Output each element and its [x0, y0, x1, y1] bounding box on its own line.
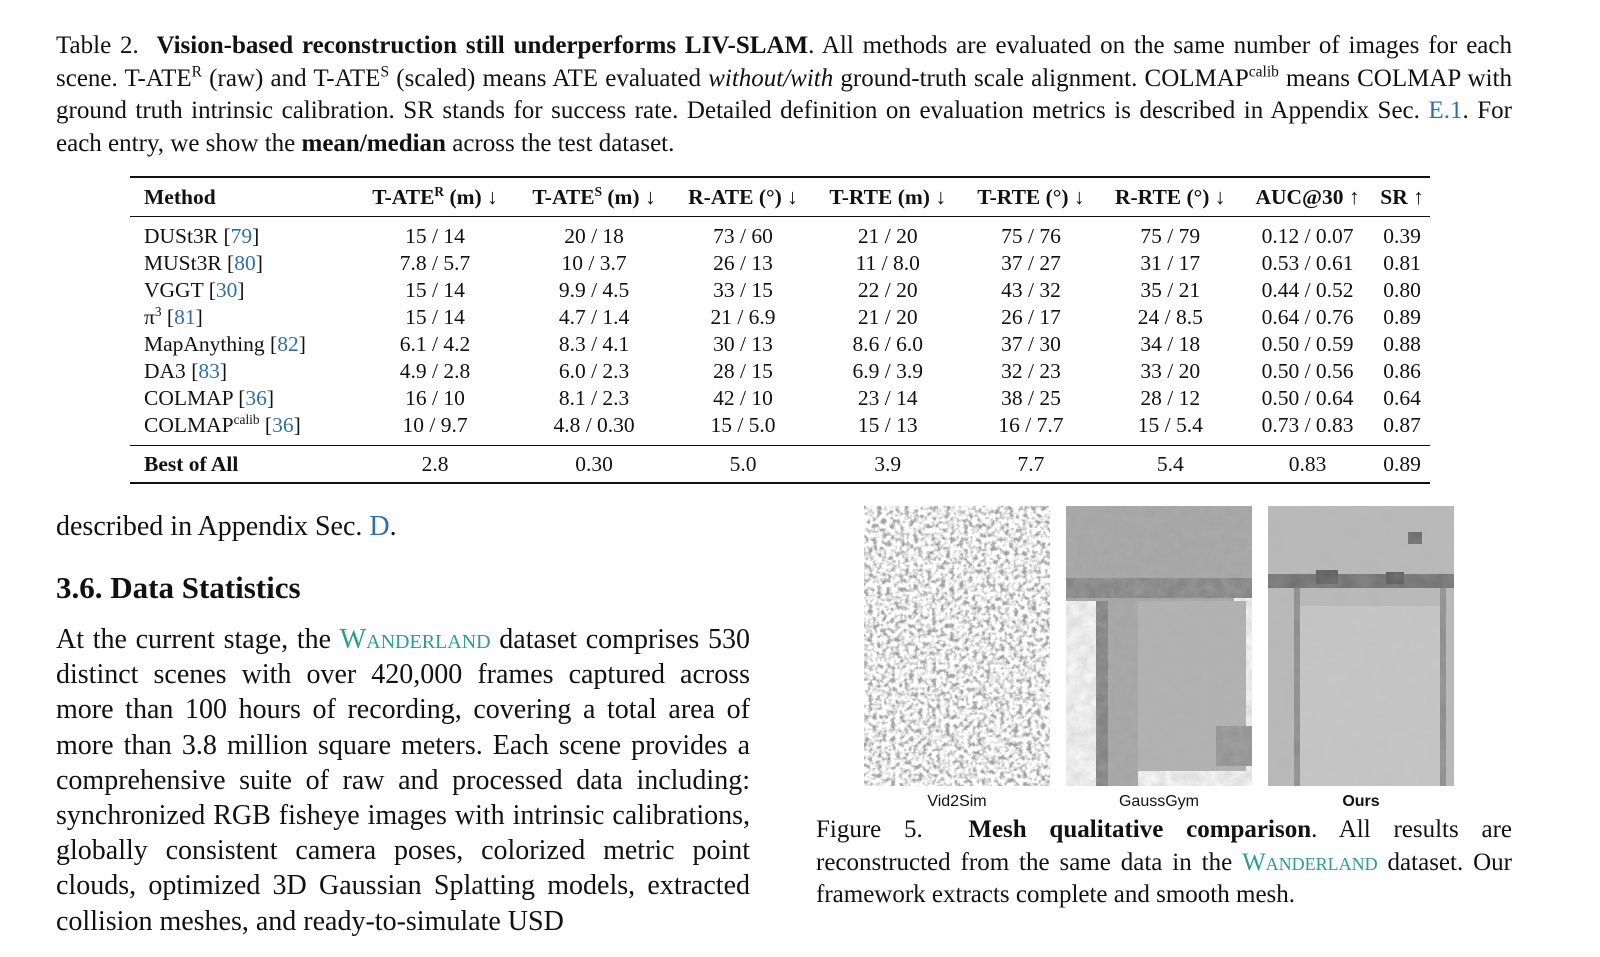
panel-label-vid2sim: Vid2Sim: [927, 793, 987, 810]
caption-label: Table 2.: [56, 32, 139, 59]
value-cell: 10 / 3.7: [561, 251, 627, 275]
section-body: At the current stage, the Wanderland dataset comprises 530 distinct scenes with over 420,000 frames captured across more than 100 hours of recording, covering a total area of more than 3.8 million square meters. Each scene provides a comprehensive suite of raw and processed data including: synchronized RGB fisheye images with intrinsic calibrations, globally consistent camera poses, colorized metric point clouds, optimized 3D Gaussian Splatting models, extracted collision meshes, and ready-to-simulate USD: [56, 624, 750, 937]
value-cell: 24 / 8.5: [1137, 305, 1203, 329]
column-header: T-RTE (m) ↓: [813, 177, 962, 217]
value-cell: 0.53 / 0.61: [1261, 251, 1354, 275]
value-cell: 21 / 20: [857, 305, 918, 329]
value-cell: 15 / 5.4: [1137, 413, 1203, 437]
value-cell: 7.8 / 5.7: [399, 251, 471, 275]
value-cell: 38 / 25: [1001, 386, 1061, 410]
value-cell: 16 / 10: [405, 386, 465, 410]
value-cell: 42 / 10: [713, 386, 773, 410]
method-cell: $\pi^3$ [81]: [144, 303, 203, 329]
wanderland-name[interactable]: Wanderland: [339, 624, 491, 655]
column-header: SR ↑: [1374, 177, 1430, 217]
value-cell: 0.50 / 0.59: [1261, 332, 1354, 356]
value-cell: 0.89: [1383, 305, 1421, 329]
value-cell: 0.39: [1383, 224, 1421, 248]
appendix-link[interactable]: E.1: [1428, 97, 1463, 124]
value-cell: 4.9 / 2.8: [399, 359, 471, 383]
method-cell: Best of All: [130, 446, 355, 484]
value-cell: 28 / 15: [713, 359, 773, 383]
method-cell: VGGT [30]: [144, 278, 245, 302]
results-table-wrapper: [130, 176, 1430, 484]
citation-link[interactable]: 80: [234, 251, 256, 275]
value-cell: 43 / 32: [1001, 278, 1061, 302]
value-cell: 21 / 6.9: [710, 305, 776, 329]
value-cell: 6.1 / 4.2: [399, 332, 471, 356]
value-cell: 15 / 14: [405, 305, 465, 329]
citation-link[interactable]: 36: [272, 413, 294, 437]
value-cell: 21 / 20: [857, 224, 918, 248]
value-cell: 15 / 14: [405, 278, 465, 302]
table-row: [130, 304, 1430, 331]
method-cell: DA3 [83]: [144, 359, 228, 383]
ours-mesh-image: [1268, 506, 1454, 786]
value-cell: 4.7 / 1.4: [558, 305, 630, 329]
value-cell: 15 / 13: [857, 413, 918, 437]
table-row: [130, 331, 1430, 358]
value-cell: 30 / 13: [713, 332, 773, 356]
value-cell: 5.4: [1100, 446, 1241, 484]
method-cell: MUSt3R [80]: [144, 251, 263, 275]
citation-link[interactable]: 83: [198, 359, 220, 383]
value-cell: 26 / 17: [1001, 305, 1061, 329]
column-header: $T-ATE^R$ (m) ↓: [355, 177, 515, 217]
value-cell: 73 / 60: [713, 224, 773, 248]
table-row: [130, 358, 1430, 385]
table-row: [130, 412, 1430, 446]
value-cell: 75 / 76: [1001, 224, 1061, 248]
value-cell: 33 / 20: [1140, 359, 1201, 383]
ours-mesh-svg: [1268, 506, 1454, 786]
section-title: 3.6. Data Statistics: [56, 570, 301, 605]
citation-link[interactable]: 82: [277, 332, 299, 356]
value-cell: 35 / 21: [1140, 278, 1201, 302]
value-cell: 6.0 / 2.3: [558, 359, 630, 383]
method-cell: MapAnything [82]: [144, 332, 306, 356]
column-header: $T-ATE^S$ (m) ↓: [515, 177, 673, 217]
value-cell: 75 / 79: [1140, 224, 1201, 248]
left-column: [56, 508, 750, 939]
value-cell: 33 / 15: [713, 278, 773, 302]
value-cell: 5.0: [673, 446, 813, 484]
method-cell: COLMAP [36]: [144, 386, 275, 410]
vid2sim-mesh-image: [864, 506, 1050, 786]
value-cell: 15 / 5.0: [710, 413, 776, 437]
lead-text: described in Appendix Sec. D.: [56, 511, 397, 542]
method-cell: DUSt3R [79]: [144, 224, 260, 248]
value-cell: 37 / 30: [1001, 332, 1061, 356]
table-header-row: [130, 177, 1430, 217]
value-cell: 34 / 18: [1140, 332, 1201, 356]
value-cell: 8.6 / 6.0: [852, 332, 923, 356]
value-cell: 3.9: [813, 446, 962, 484]
value-cell: 10 / 9.7: [402, 413, 468, 437]
value-cell: 6.9 / 3.9: [852, 359, 923, 383]
table-caption: Table 2. Vision-based reconstruction still underperforms LIV-SLAM. All methods are evaluated on the same number of images for each scene. $T-ATE^R$ (raw) and $T-ATE^S$ (scaled) means ATE evaluated without/with ground-truth scale alignment. $COLMAP^{calib}$ means COLMAP with ground truth intrinsic calibration. SR stands for success rate. Detailed definition on evaluation metrics is described in Appendix Sec. E.1. For each entry, we show the mean/median across the test dataset.: [56, 32, 1513, 157]
value-cell: 0.87: [1383, 413, 1421, 437]
value-cell: 0.30: [515, 446, 673, 484]
value-cell: 0.89: [1374, 446, 1430, 484]
value-cell: 15 / 14: [405, 224, 465, 248]
value-cell: 0.83: [1241, 446, 1374, 484]
value-cell: 0.64 / 0.76: [1261, 305, 1354, 329]
value-cell: 0.50 / 0.56: [1261, 359, 1354, 383]
value-cell: 22 / 20: [857, 278, 918, 302]
citation-link[interactable]: 36: [245, 386, 267, 410]
value-cell: 16 / 7.7: [998, 413, 1064, 437]
citation-link[interactable]: 30: [215, 278, 238, 302]
wanderland-name[interactable]: Wanderland: [1242, 848, 1378, 876]
gaussgym-mesh-svg: [1066, 506, 1252, 786]
table-row: [130, 277, 1430, 304]
method-cell: $COLMAP^{calib}$ [36]: [144, 411, 301, 437]
gaussgym-mesh-image: [1066, 506, 1252, 786]
value-cell: 8.1 / 2.3: [558, 386, 630, 410]
best-of-all-row: [130, 446, 1430, 484]
results-table: [130, 176, 1430, 484]
figure-caption: Figure 5. Mesh qualitative comparison. All results are reconstructed from the same data in the Wanderland dataset. Our framework extracts complete and smooth mesh.: [816, 816, 1513, 908]
value-cell: 2.8: [355, 446, 515, 484]
value-cell: 9.9 / 4.5: [558, 278, 630, 302]
value-cell: 26 / 13: [713, 251, 773, 275]
column-header: R-RTE (°) ↓: [1100, 177, 1241, 217]
table-body: [130, 217, 1430, 484]
value-cell: 37 / 27: [1001, 251, 1061, 275]
value-cell: 23 / 14: [857, 386, 918, 410]
value-cell: 0.50 / 0.64: [1261, 386, 1354, 410]
value-cell: 0.80: [1383, 278, 1421, 302]
value-cell: 0.81: [1383, 251, 1421, 275]
column-header: Method: [130, 177, 355, 217]
table-row: [130, 385, 1430, 412]
value-cell: 31 / 17: [1140, 251, 1201, 275]
appendix-d-link[interactable]: D: [369, 511, 390, 542]
value-cell: 0.44 / 0.52: [1261, 278, 1354, 302]
panel-label-ours: Ours: [1342, 793, 1380, 810]
value-cell: 20 / 18: [564, 224, 624, 248]
value-cell: 0.73 / 0.83: [1261, 413, 1354, 437]
value-cell: 11 / 8.0: [855, 251, 920, 275]
column-header: AUC@30 ↑: [1241, 177, 1374, 217]
value-cell: 4.8 / 0.30: [553, 413, 635, 437]
value-cell: 0.12 / 0.07: [1261, 224, 1354, 248]
vid2sim-mesh-svg: [864, 506, 1050, 786]
citation-link[interactable]: 79: [230, 224, 253, 248]
column-header: R-ATE (°) ↓: [673, 177, 813, 217]
value-cell: 0.88: [1383, 332, 1421, 356]
value-cell: 0.86: [1383, 359, 1421, 383]
panel-label-gaussgym: GaussGym: [1118, 793, 1199, 810]
citation-link[interactable]: 81: [174, 305, 196, 329]
table-row: [130, 217, 1430, 251]
caption-title: Vision-based reconstruction still underperforms LIV-SLAM: [156, 32, 809, 59]
value-cell: 0.64: [1383, 386, 1421, 410]
value-cell: 32 / 23: [1001, 359, 1061, 383]
value-cell: 8.3 / 4.1: [558, 332, 630, 356]
value-cell: 28 / 12: [1140, 386, 1201, 410]
table-row: [130, 250, 1430, 277]
value-cell: 7.7: [962, 446, 1099, 484]
column-header: T-RTE (°) ↓: [962, 177, 1099, 217]
